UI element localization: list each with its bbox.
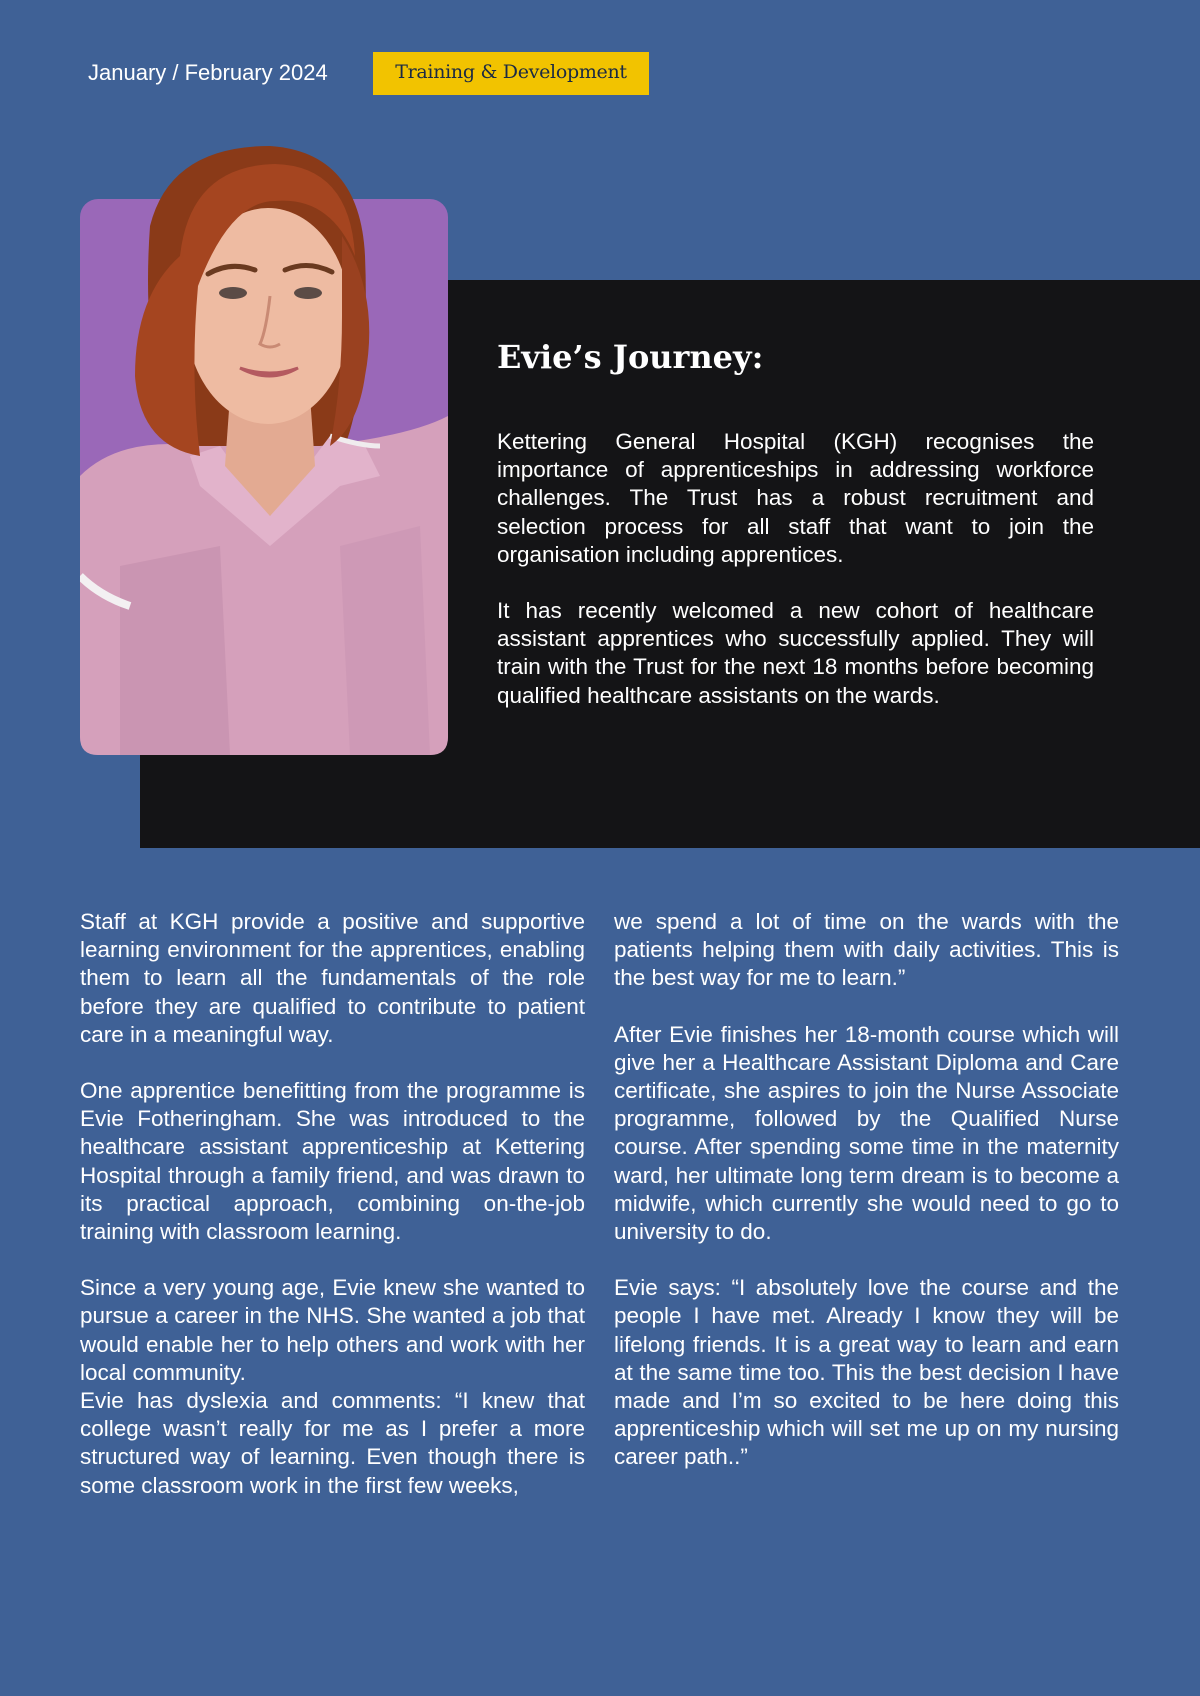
- article-heading: Evie’s Journey:: [497, 338, 764, 376]
- body-paragraph: we spend a lot of time on the wards with the patients helping them with daily activities. This is the best way for me to learn.”: [614, 909, 1119, 991]
- issue-date: January / February 2024: [88, 60, 328, 85]
- body-column-left: [80, 908, 585, 1528]
- intro-paragraph: It has recently welcomed a new cohort of healthcare assistant apprentices who successfully applied. They will train with the Trust for the next 18 months before becoming qualified healthcare assistants on the wards.: [497, 598, 1094, 708]
- scrubs-shading: [120, 546, 230, 755]
- body-column-right: [614, 908, 1119, 1500]
- body-paragraph: Since a very young age, Evie knew she wanted to pursue a career in the NHS. She wanted a job that would enable her to help others and work with her local community.: [80, 1275, 585, 1385]
- section-tag: Training & Development: [373, 52, 649, 95]
- eye-right: [294, 287, 322, 299]
- intro-paragraph: Kettering General Hospital (KGH) recognises the importance of apprenticeships in addressing workforce challenges. The Trust has a robust recruitment and selection process for all staff that want to join the organisation including apprentices.: [497, 429, 1094, 567]
- portrait-photo: [80, 146, 448, 755]
- body-paragraph: After Evie finishes her 18-month course which will give her a Healthcare Assistant Diploma and Care certificate, she aspires to join the Nurse Associate programme, followed by the Qualified Nurse course. After spending some time in the maternity ward, her ultimate long term dream is to become a midwife, which currently she would need to go to university to do.: [614, 1021, 1119, 1245]
- body-paragraph: One apprentice benefitting from the programme is Evie Fotheringham. She was introduced to the healthcare assistant apprenticeship at Kettering Hospital through a family friend, and was drawn to its practical approach, combining on-the-job training with classroom learning.: [80, 1078, 585, 1245]
- body-paragraph: Evie has dyslexia and comments: “I knew that college wasn’t really for me as I prefer a more structured way of learning. Even though there is some classroom work in the first few weeks,: [80, 1388, 585, 1498]
- scrubs-shading: [340, 526, 430, 755]
- body-paragraph: Staff at KGH provide a positive and supportive learning environment for the apprentices, enabling them to learn all the fundamentals of the role before they are qualified to contribute to patient care in a meaningful way.: [80, 909, 585, 1047]
- intro-text: [497, 428, 1094, 738]
- eye-left: [219, 287, 247, 299]
- body-paragraph: Evie says: “I absolutely love the course and the people I have met. Already I know they will be lifelong friends. It is a great way to learn and earn at the same time too. This the best decision I have made and I’m so excited to be here doing this apprenticeship which will set me up on my nursing career path..”: [614, 1275, 1119, 1470]
